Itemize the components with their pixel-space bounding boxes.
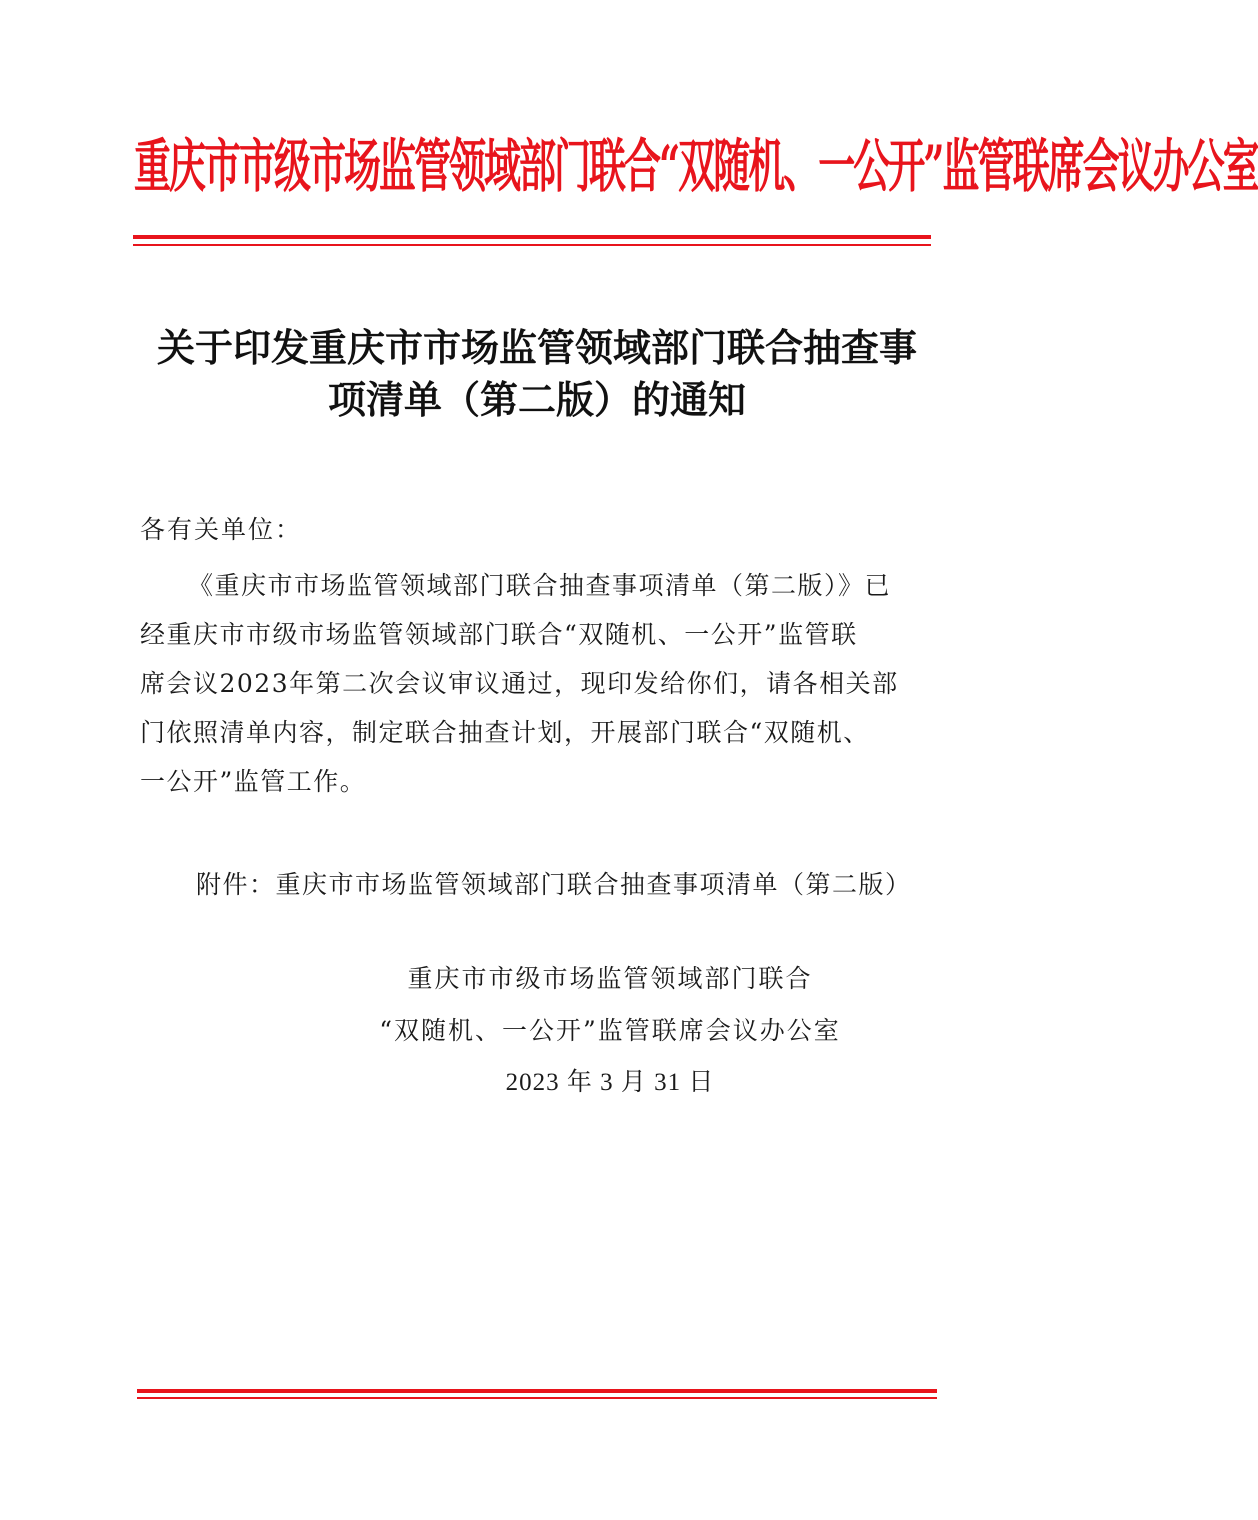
salutation: 各有关单位： bbox=[140, 515, 303, 544]
footer-rule-thick bbox=[137, 1389, 937, 1393]
body-line-3: 席会议2023年第二次会议审议通过，现印发给你们，请各相关部 bbox=[140, 669, 899, 698]
attachment-note: 附件：重庆市市场监管领域部门联合抽查事项清单（第二版） bbox=[196, 870, 912, 899]
body-line-4: 门依照清单内容，制定联合抽查计划，开展部门联合“双随机、 bbox=[140, 718, 870, 747]
signature-date: 2023 年 3 月 31 日 bbox=[505, 1069, 715, 1096]
footer-rule-thin bbox=[137, 1397, 937, 1399]
body-paragraph bbox=[140, 561, 940, 806]
letterhead-title: 重庆市市级市场监管领域部门联合“双随机、一公开”监管联席会议办公室 bbox=[134, 131, 1258, 201]
body-line-1: 《重庆市市场监管领域部门联合抽查事项清单（第二版）》已 bbox=[188, 571, 892, 600]
letterhead-rule-thin bbox=[133, 244, 931, 246]
document-title bbox=[120, 322, 954, 426]
letterhead-rule-thick bbox=[133, 235, 931, 239]
signature-org-line-1: 重庆市市级市场监管领域部门联合 bbox=[407, 964, 813, 993]
body-line-2: 经重庆市市级市场监管领域部门联合“双随机、一公开”监管联 bbox=[140, 620, 858, 649]
body-line-5: 一公开”监管工作。 bbox=[140, 767, 367, 796]
document-title-line-1: 关于印发重庆市市场监管领域部门联合抽查事 bbox=[156, 325, 917, 370]
document-title-line-2: 项清单（第二版）的通知 bbox=[327, 377, 746, 422]
signature-org-line-2: “双随机、一公开”监管联席会议办公室 bbox=[379, 1016, 841, 1045]
signature-block bbox=[330, 959, 890, 1115]
